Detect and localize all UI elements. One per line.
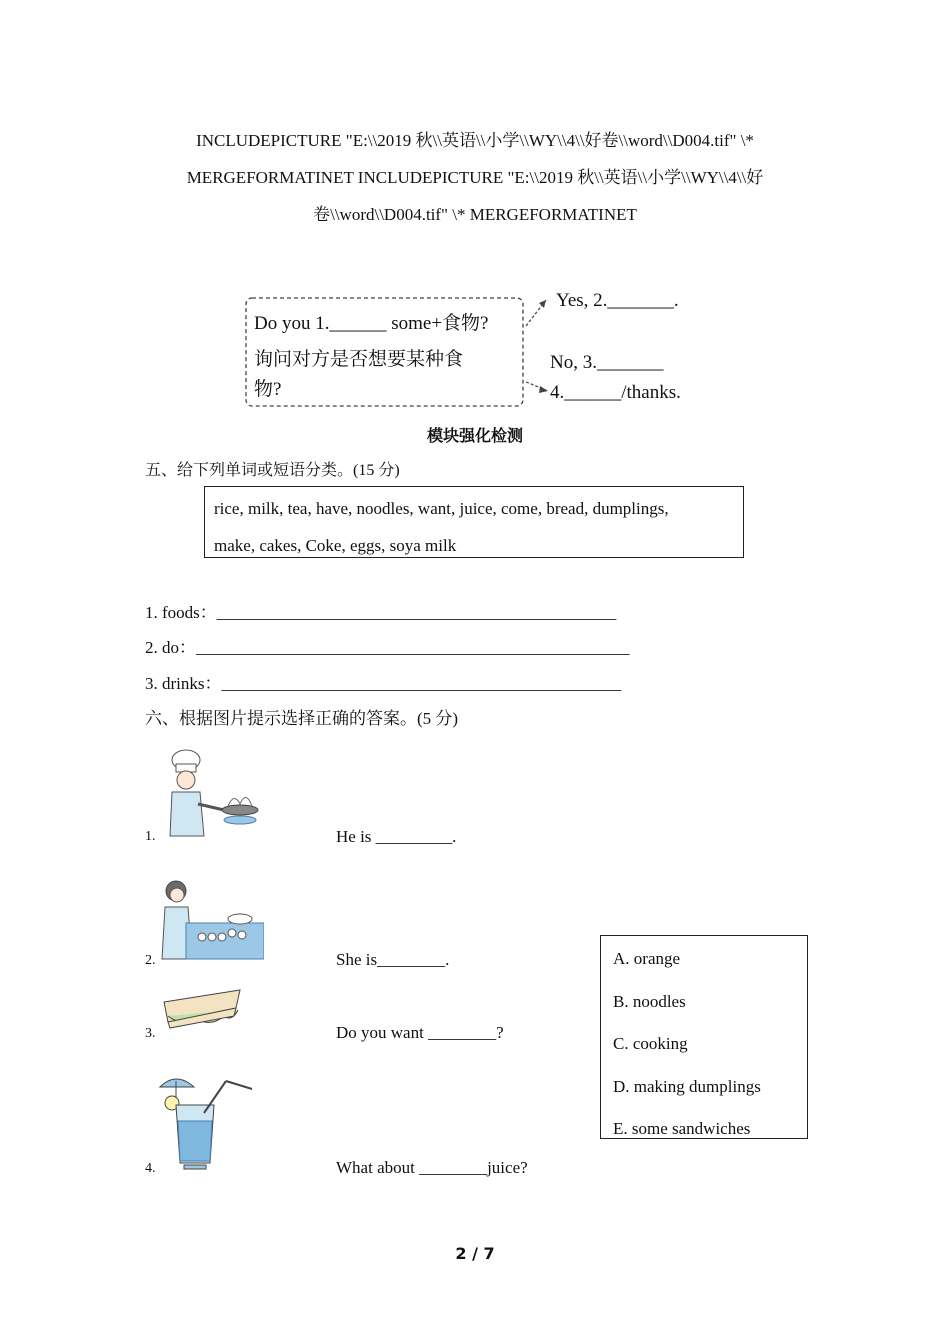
part6-heading: 六、根据图片提示选择正确的答案。(5 分) [145,709,459,728]
diagram-no-thanks: 4.______/thanks. [550,382,681,403]
classify-item-foods: 1. foods：_______________________________________________ [145,603,617,622]
chef-cooking-picture [158,748,268,838]
word-bank-line-2: make, cakes, Coke, eggs, soya milk [214,536,457,555]
q2-number: 2. [145,953,156,968]
field-code-line-1: INCLUDEPICTURE "E:\\2019 秋\\英语\\小学\\WY\\4\\好卷\\word\\D004.tif" \* [196,131,754,150]
sandwich-picture [160,986,244,1032]
page-number: 2 / 7 [455,1244,495,1263]
q1-text: He is _________. [336,827,457,846]
q4-number: 4. [145,1161,156,1176]
option-b: B. noodles [613,991,686,1011]
classify-item-do: 2. do：___________________________________________________ [145,638,630,657]
woman-making-dumplings-picture [160,877,264,961]
diagram-no-answer: No, 3._______ [550,352,664,373]
q3-text: Do you want ________? [336,1023,504,1042]
diagram-desc-line-1: 询问对方是否想要某种食 [254,349,464,370]
field-code-line-2: MERGEFORMATINET INCLUDEPICTURE "E:\\2019 秋\\英语\\小学\\WY\\4\\好 [186,168,764,187]
word-bank-line-1: rice, milk, tea, have, noodles, want, juice, come, bread, dumplings, [214,499,669,518]
option-e: E. some sandwiches [613,1119,751,1138]
field-code-line-3: 卷\\word\\D004.tif" \* MERGEFORMATINET [313,205,637,224]
option-c: C. cooking [613,1034,688,1053]
word-bank-box [204,486,744,558]
answer-options-box [600,935,808,1139]
q3-number: 3. [145,1026,156,1041]
juice-glass-picture [156,1073,256,1173]
section-title: 模块强化检测 [426,426,523,445]
q4-text: What about ________juice? [336,1158,528,1177]
diagram-desc-line-2: 物? [254,379,282,400]
diagram-yes-answer: Yes, 2._______. [556,290,679,311]
part5-heading: 五、给下列单词或短语分类。(15 分) [145,462,400,479]
q2-text: She is________. [336,950,450,969]
diagram-question: Do you 1.______ some+食物? [254,313,489,334]
classify-item-drinks: 3. drinks：_______________________________________________ [145,674,621,693]
option-a: A. orange [613,949,681,968]
dialogue-diagram [240,290,720,410]
q1-number: 1. [145,829,156,844]
option-d: D. making dumplings [613,1076,761,1096]
